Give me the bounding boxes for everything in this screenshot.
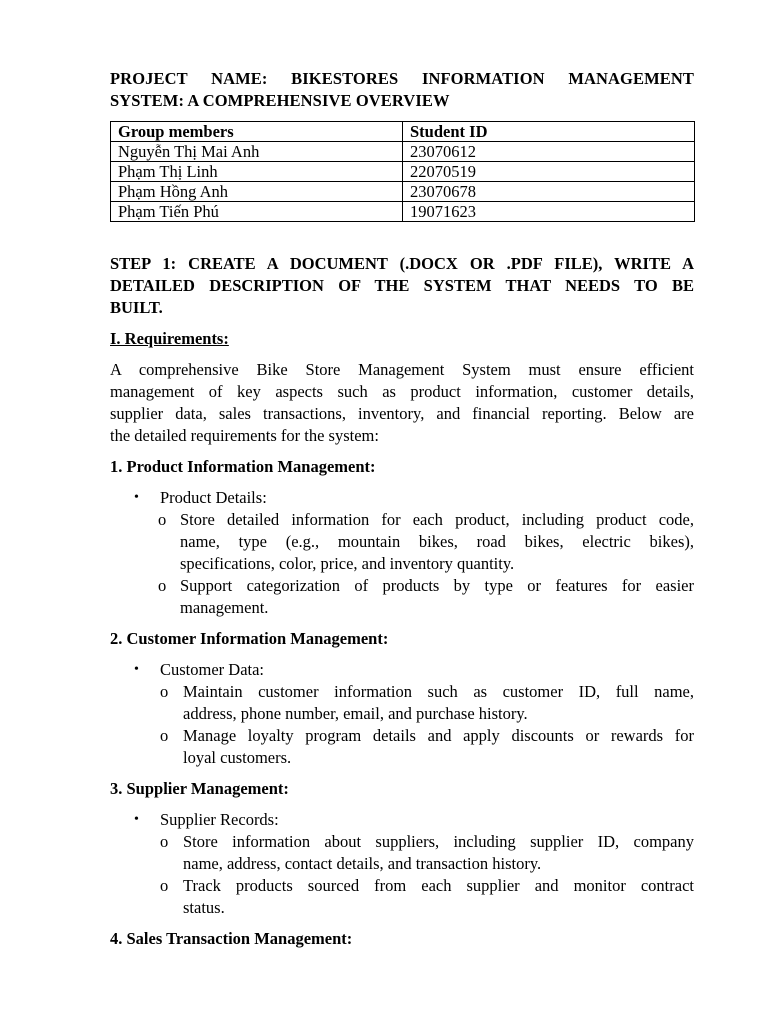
- member-name: Nguyễn Thị Mai Anh: [111, 142, 403, 162]
- sub-bullet-line: status.: [183, 898, 225, 917]
- sub-bullet-item: [110, 725, 694, 769]
- sub-bullet-icon: o: [158, 576, 167, 595]
- table-row: [111, 182, 695, 202]
- member-id: 19071623: [403, 202, 695, 222]
- member-name: Phạm Hồng Anh: [111, 182, 403, 202]
- sub-bullet-item: [110, 509, 694, 575]
- sub-bullet-line: Store information about suppliers, including supplier ID, company: [183, 832, 694, 851]
- member-id: 23070678: [403, 182, 695, 202]
- section-heading-customer: 2. Customer Information Management:: [110, 629, 389, 648]
- bullet-label: Customer Data:: [160, 660, 265, 679]
- sub-bullet-line: Support categorization of products by type or features for easier: [180, 576, 694, 595]
- sub-bullet-item: [110, 575, 694, 619]
- project-title-line-2: SYSTEM: A COMPREHENSIVE OVERVIEW: [110, 91, 450, 110]
- table-header-row: [111, 122, 695, 142]
- sub-bullet-line: address, phone number, email, and purchase history.: [183, 704, 528, 723]
- section-heading-sales: 4. Sales Transaction Management:: [110, 929, 353, 948]
- sub-bullet-line: name, address, contact details, and transaction history.: [183, 854, 542, 873]
- table-row: [111, 142, 695, 162]
- section-heading-supplier: 3. Supplier Management:: [110, 779, 289, 798]
- table-row: [111, 202, 695, 222]
- sub-bullet-item: [110, 831, 694, 875]
- header-group-members: Group members: [111, 122, 403, 142]
- requirements-heading: I. Requirements:: [110, 329, 229, 348]
- sub-bullet-line: Store detailed information for each product, including product code,: [180, 510, 694, 529]
- sub-bullet-icon: o: [160, 682, 169, 701]
- sub-bullet-line: Track products sourced from each supplier and monitor contract: [183, 876, 694, 895]
- sub-bullet-line: specifications, color, price, and inventory quantity.: [180, 554, 515, 573]
- sub-bullet-line: loyal customers.: [183, 748, 292, 767]
- step-1-line: BUILT.: [110, 298, 163, 317]
- sub-bullet-line: management.: [180, 598, 269, 617]
- bullet-item: [110, 487, 694, 509]
- requirements-intro: [110, 359, 694, 447]
- sub-bullet-line: name, type (e.g., mountain bikes, road bikes, electric bikes),: [180, 532, 694, 551]
- bullet-icon: •: [134, 662, 139, 677]
- intro-line: the detailed requirements for the system:: [110, 426, 379, 445]
- member-name: Phạm Tiến Phú: [111, 202, 403, 222]
- bullet-icon: •: [134, 812, 139, 827]
- sub-bullet-item: [110, 875, 694, 919]
- step-1-line: STEP 1: CREATE A DOCUMENT (.DOCX OR .PDF FILE), WRITE A: [110, 254, 694, 273]
- intro-line: A comprehensive Bike Store Management System must ensure efficient: [110, 360, 694, 379]
- step-1-line: DETAILED DESCRIPTION OF THE SYSTEM THAT NEEDS TO BE: [110, 276, 694, 295]
- section-heading-product: 1. Product Information Management:: [110, 457, 376, 476]
- table-row: [111, 162, 695, 182]
- bullet-item: [110, 659, 694, 681]
- group-members-table: [110, 121, 695, 222]
- intro-line: management of key aspects such as product information, customer details,: [110, 382, 694, 401]
- bullet-icon: •: [134, 490, 139, 505]
- member-id: 23070612: [403, 142, 695, 162]
- bullet-item: [110, 809, 694, 831]
- sub-bullet-line: Manage loyalty program details and apply discounts or rewards for: [183, 726, 694, 745]
- member-id: 22070519: [403, 162, 695, 182]
- sub-bullet-icon: o: [158, 510, 167, 529]
- member-name: Phạm Thị Linh: [111, 162, 403, 182]
- step-1-heading: [110, 253, 694, 319]
- sub-bullet-icon: o: [160, 726, 169, 745]
- sub-bullet-item: [110, 681, 694, 725]
- header-student-id: Student ID: [403, 122, 695, 142]
- sub-bullet-icon: o: [160, 832, 169, 851]
- bullet-label: Product Details:: [160, 488, 267, 507]
- sub-bullet-icon: o: [160, 876, 169, 895]
- sub-bullet-line: Maintain customer information such as customer ID, full name,: [183, 682, 694, 701]
- intro-line: supplier data, sales transactions, inventory, and financial reporting. Below are: [110, 404, 694, 423]
- project-title-line-1: PROJECT NAME: BIKESTORES INFORMATION MANAGEMENT: [110, 69, 694, 88]
- bullet-label: Supplier Records:: [160, 810, 279, 829]
- document-content: [110, 68, 694, 950]
